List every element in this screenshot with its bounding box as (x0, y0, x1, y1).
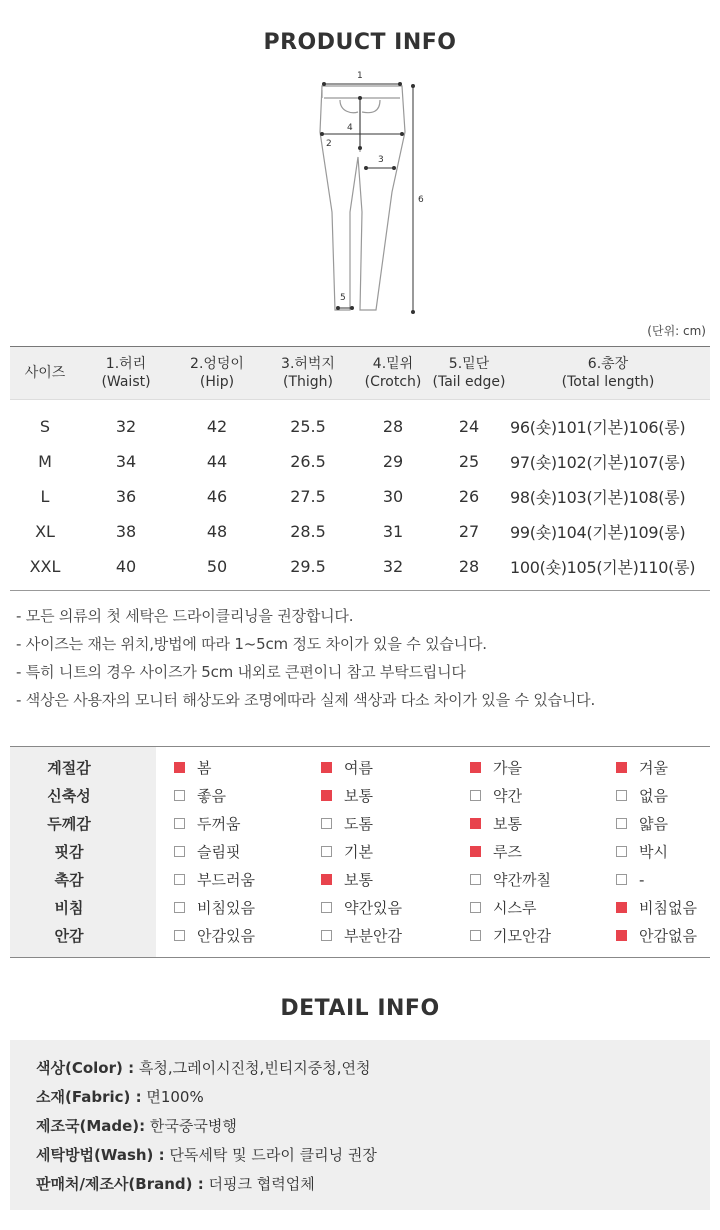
detail-info-title: DETAIL INFO (280, 996, 440, 1021)
detail-value: 면100% (146, 1088, 204, 1106)
unchecked-box-icon (174, 818, 185, 829)
detail-key: 세탁방법(Wash) : (36, 1146, 165, 1164)
unchecked-box-icon (470, 902, 481, 913)
unchecked-box-icon (321, 818, 332, 829)
size-value-cell: 32 (115, 416, 137, 436)
header-crotch: 4.밑위 (Crotch) (354, 347, 432, 400)
detail-info-box (10, 1040, 710, 1210)
attribute-option-label: 여름 (344, 759, 373, 777)
attribute-option-label: 안감있음 (197, 927, 255, 945)
attribute-option-label: 보통 (344, 871, 373, 889)
detail-value: 더핑크 협력업체 (208, 1175, 315, 1193)
header-tail-edge: 5.밑단 (Tail edge) (432, 347, 506, 400)
header-total-length: 6.총장 (Total length) (506, 347, 710, 400)
attribute-row (10, 866, 710, 894)
unchecked-box-icon (174, 902, 185, 913)
size-value-cell: 38 (115, 522, 137, 541)
attribute-option-label: 시스루 (493, 899, 537, 917)
checked-box-icon (174, 762, 185, 773)
unchecked-box-icon (321, 846, 332, 857)
detail-key: 색상(Color) : (36, 1059, 135, 1077)
diagram-label-5: 5 (340, 293, 346, 303)
unchecked-box-icon (470, 874, 481, 885)
unchecked-box-icon (616, 846, 627, 857)
attribute-row (10, 922, 710, 950)
checked-box-icon (616, 762, 627, 773)
header-waist: 1.허리 (Waist) (80, 347, 172, 400)
size-value-cell: 42 (206, 416, 228, 436)
size-value-cell: 40 (80, 549, 172, 591)
size-name-cell: XXL (10, 549, 80, 591)
size-name-cell: L (40, 487, 50, 506)
size-value-cell: 25.5 (290, 416, 326, 436)
unchecked-box-icon (174, 790, 185, 801)
checked-box-icon (616, 902, 627, 913)
size-table (10, 346, 710, 591)
attribute-option-label: 보통 (493, 815, 522, 833)
attribute-option-label: 약간 (493, 787, 522, 805)
attribute-table (10, 746, 710, 958)
size-name-cell: S (39, 416, 51, 436)
size-row (10, 400, 710, 445)
diagram-label-2: 2 (326, 139, 332, 149)
unchecked-box-icon (174, 874, 185, 885)
checked-box-icon (321, 874, 332, 885)
unchecked-box-icon (616, 790, 627, 801)
product-info-title: PRODUCT INFO (263, 30, 457, 55)
detail-key: 제조국(Made): (36, 1117, 146, 1135)
header-thigh: 3.허벅지 (Thigh) (262, 347, 354, 400)
detail-row (36, 1116, 237, 1136)
attribute-option-label: 도톰 (344, 815, 373, 833)
unchecked-box-icon (616, 818, 627, 829)
attribute-option-label: 슬림핏 (197, 843, 241, 861)
size-row (10, 514, 710, 549)
detail-key: 소재(Fabric) : (36, 1088, 142, 1106)
attribute-option-label: 보통 (344, 787, 373, 805)
notes-list (16, 602, 595, 714)
size-value-cell: 96(숏)101(기본)106(롱) (510, 417, 686, 437)
attribute-option-label: 안감없음 (639, 927, 697, 945)
detail-value: 흑청,그레이시진청,빈티지중청,연청 (138, 1059, 371, 1077)
attribute-option-label: 약간까칠 (493, 871, 551, 889)
attribute-option-label: 얇음 (639, 815, 668, 833)
pants-measurement-diagram (280, 62, 460, 327)
attribute-option-label: 없음 (639, 787, 668, 805)
size-row (10, 479, 710, 514)
attribute-option-label: 부드러움 (197, 871, 255, 889)
size-value-cell: 97(숏)102(기본)107(롱) (510, 453, 686, 472)
checked-box-icon (470, 818, 481, 829)
attribute-label: 계절감 (47, 759, 91, 777)
size-value-cell: 32 (354, 549, 432, 591)
size-value-cell: 29 (382, 452, 404, 471)
size-value-cell: 25 (458, 452, 480, 471)
attribute-option-label: 봄 (197, 759, 212, 777)
header-size: 사이즈 (10, 347, 80, 400)
attribute-label: 두께감 (47, 815, 91, 833)
size-value-cell: 26.5 (290, 452, 326, 471)
attribute-option-label: 기모안감 (493, 927, 551, 945)
unchecked-box-icon (470, 790, 481, 801)
attribute-option-label: - (639, 871, 645, 889)
size-row (10, 444, 710, 479)
diagram-label-4: 4 (347, 123, 353, 133)
size-value-cell: 36 (115, 487, 137, 506)
diagram-label-3: 3 (378, 155, 384, 165)
attribute-option-label: 비침있음 (197, 899, 255, 917)
attribute-option-label: 비침없음 (639, 899, 697, 917)
size-value-cell: 44 (206, 452, 228, 471)
unit-label: (단위: cm) (647, 324, 706, 338)
size-value-cell: 100(숏)105(기본)110(롱) (506, 549, 710, 591)
size-value-cell: 27.5 (290, 487, 326, 506)
note-item: - 특히 니트의 경우 사이즈가 5cm 내외로 큰편이니 참고 부탁드립니다 (16, 663, 466, 681)
size-value-cell: 50 (172, 549, 262, 591)
attribute-label: 안감 (54, 927, 84, 945)
unchecked-box-icon (321, 930, 332, 941)
size-value-cell: 28.5 (290, 522, 326, 541)
size-value-cell: 31 (382, 522, 404, 541)
attribute-row (10, 782, 710, 810)
detail-row (36, 1145, 377, 1165)
attribute-option-label: 겨울 (639, 759, 668, 777)
size-value-cell: 28 (432, 549, 506, 591)
attribute-row (10, 838, 710, 866)
attribute-option-label: 가을 (493, 759, 522, 777)
unchecked-box-icon (174, 930, 185, 941)
size-row (10, 549, 710, 591)
attribute-option-label: 두꺼움 (197, 815, 241, 833)
attribute-row (10, 810, 710, 838)
size-value-cell: 46 (206, 487, 228, 506)
attribute-row (10, 754, 710, 782)
attribute-option-label: 부분안감 (344, 927, 402, 945)
size-value-cell: 26 (458, 487, 480, 506)
size-value-cell: 28 (382, 416, 404, 436)
detail-key: 판매처/제조사(Brand) : (36, 1175, 204, 1193)
checked-box-icon (321, 762, 332, 773)
attribute-option-label: 좋음 (197, 787, 226, 805)
detail-row (36, 1087, 204, 1107)
attribute-label: 촉감 (54, 871, 84, 889)
size-name-cell: M (38, 452, 52, 471)
size-value-cell: 48 (206, 522, 228, 541)
size-value-cell: 99(숏)104(기본)109(롱) (510, 523, 686, 542)
attribute-option-label: 루즈 (493, 843, 522, 861)
size-name-cell: XL (35, 522, 55, 541)
attribute-option-label: 기본 (344, 843, 373, 861)
detail-value: 한국중국병행 (149, 1117, 237, 1135)
attribute-label: 핏감 (54, 843, 84, 861)
detail-value: 단독세탁 및 드라이 클리닝 권장 (169, 1146, 377, 1164)
unchecked-box-icon (470, 930, 481, 941)
checked-box-icon (470, 762, 481, 773)
unchecked-box-icon (616, 874, 627, 885)
checked-box-icon (616, 930, 627, 941)
checked-box-icon (470, 846, 481, 857)
note-item: - 색상은 사용자의 모니터 해상도와 조명에따라 실제 색상과 다소 차이가 있을 수 있습니다. (16, 691, 596, 709)
unchecked-box-icon (174, 846, 185, 857)
size-value-cell: 29.5 (262, 549, 354, 591)
attribute-option-label: 약간있음 (344, 899, 402, 917)
size-value-cell: 34 (115, 452, 137, 471)
size-value-cell: 27 (458, 522, 480, 541)
attribute-option-label: 박시 (639, 843, 668, 861)
header-hip: 2.엉덩이 (Hip) (172, 347, 262, 400)
size-value-cell: 30 (382, 487, 404, 506)
detail-row (36, 1058, 371, 1078)
attribute-label: 비침 (54, 899, 84, 917)
note-item: - 사이즈는 재는 위치,방법에 따라 1~5cm 정도 차이가 있을 수 있습니다. (16, 635, 487, 653)
checked-box-icon (321, 790, 332, 801)
detail-row (36, 1174, 315, 1194)
attribute-row (10, 894, 710, 922)
note-item: - 모든 의류의 첫 세탁은 드라이클리닝을 권장합니다. (16, 607, 354, 625)
diagram-label-6: 6 (418, 195, 424, 205)
diagram-label-1: 1 (357, 71, 363, 81)
size-value-cell: 98(숏)103(기본)108(롱) (510, 488, 686, 507)
size-value-cell: 24 (458, 416, 480, 436)
attribute-label: 신축성 (47, 787, 91, 805)
size-table-header-row (10, 347, 710, 400)
unchecked-box-icon (321, 902, 332, 913)
